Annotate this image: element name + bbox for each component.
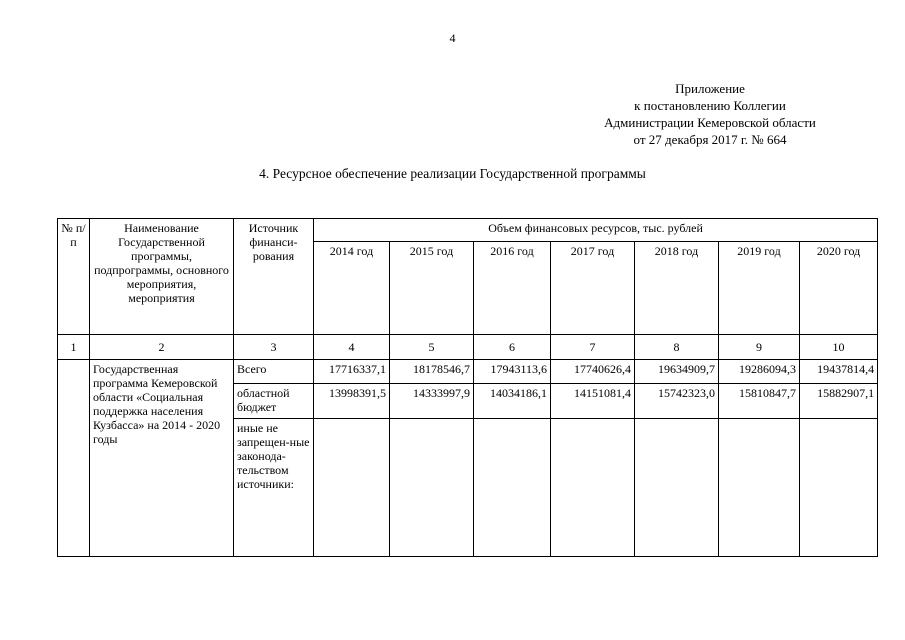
value-cell: 15882907,1 (800, 384, 878, 419)
source-label: областной бюджет (234, 384, 314, 419)
header-year: 2014 год (314, 242, 390, 335)
header-source: Источник финанси-рования (234, 219, 314, 335)
value-cell: 19634909,7 (635, 360, 719, 384)
column-number: 8 (635, 335, 719, 360)
value-cell (800, 419, 878, 557)
value-cell: 14034186,1 (474, 384, 551, 419)
column-number: 4 (314, 335, 390, 360)
column-number: 6 (474, 335, 551, 360)
header-year: 2017 год (551, 242, 635, 335)
value-cell: 18178546,7 (390, 360, 474, 384)
column-number-row (58, 335, 878, 360)
value-cell: 13998391,5 (314, 384, 390, 419)
value-cell (551, 419, 635, 557)
column-number: 7 (551, 335, 635, 360)
header-year: 2016 год (474, 242, 551, 335)
source-label: иные не запрещен-ные законода-тельством источники: (234, 419, 314, 557)
value-cell: 19437814,4 (800, 360, 878, 384)
header-year: 2020 год (800, 242, 878, 335)
appendix-line-1: Приложение (675, 81, 745, 96)
header-name: Наименование Государственной программы, подпрограммы, основного мероприятия, мероприятия (90, 219, 234, 335)
appendix-line-4: от 27 декабря 2017 г. № 664 (633, 132, 787, 147)
appendix-line-3: Администрации Кемеровской области (604, 115, 816, 130)
value-cell: 15742323,0 (635, 384, 719, 419)
column-number: 2 (90, 335, 234, 360)
column-number: 9 (719, 335, 800, 360)
value-cell: 15810847,7 (719, 384, 800, 419)
page-number: 4 (449, 31, 456, 45)
value-cell: 14333997,9 (390, 384, 474, 419)
column-number: 5 (390, 335, 474, 360)
resource-table (57, 218, 878, 557)
value-cell: 19286094,3 (719, 360, 800, 384)
source-label: Всего (234, 360, 314, 384)
header-year: 2019 год (719, 242, 800, 335)
program-number (58, 360, 90, 557)
appendix-block (560, 80, 860, 148)
value-cell (474, 419, 551, 557)
value-cell (719, 419, 800, 557)
header-year: 2018 год (635, 242, 719, 335)
appendix-line-2: к постановлению Коллегии (634, 98, 786, 113)
column-number: 1 (58, 335, 90, 360)
value-cell: 17716337,1 (314, 360, 390, 384)
value-cell: 17740626,4 (551, 360, 635, 384)
section-title: 4. Ресурсное обеспечение реализации Государственной программы (259, 166, 646, 181)
column-number: 10 (800, 335, 878, 360)
value-cell (314, 419, 390, 557)
column-number: 3 (234, 335, 314, 360)
value-cell: 14151081,4 (551, 384, 635, 419)
value-cell (390, 419, 474, 557)
value-cell (635, 419, 719, 557)
program-name: Государственная программа Кемеровской области «Социальная поддержка населения Кузбасса» на 2014 - 2020 годы (90, 360, 234, 557)
table-row-total (58, 360, 878, 384)
header-row-1 (58, 219, 878, 242)
header-number: № п/п (58, 219, 90, 335)
value-cell: 17943113,6 (474, 360, 551, 384)
header-volume: Объем финансовых ресурсов, тыс. рублей (314, 219, 878, 242)
header-year: 2015 год (390, 242, 474, 335)
